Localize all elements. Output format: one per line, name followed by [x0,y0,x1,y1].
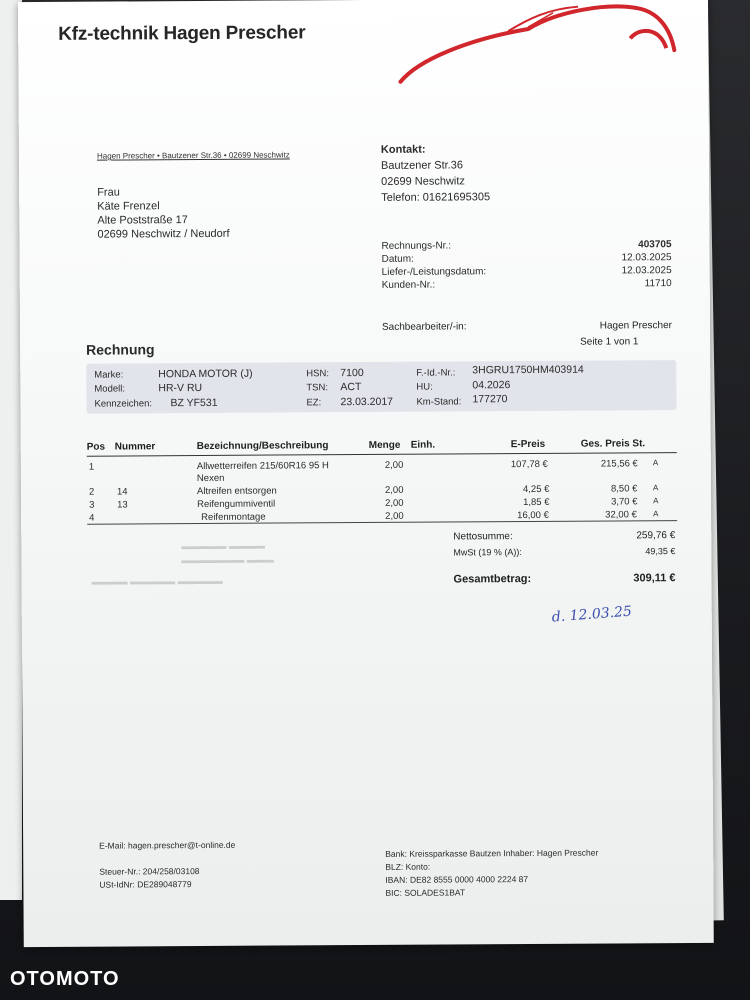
contact-block [381,141,490,206]
footer-left [99,839,236,892]
otomoto-watermark: OTOMOTO [10,968,120,990]
invoice-date: 12.03.2025 [621,252,672,264]
row-description: Allwetterreifen 215/60R16 95 H [196,460,329,473]
contact-phone: Telefon: 01621695305 [381,191,491,204]
vehicle-label: Marke: [94,369,124,381]
table-row [87,483,677,498]
row-pos: 4 [89,512,95,524]
items-table-header [87,438,677,457]
grand-total-value: 309,11 € [633,572,676,585]
vehicle-label: HSN: [306,368,330,380]
row-pos: 3 [89,499,95,511]
table-row [87,458,677,473]
grand-total-label: Gesamtbetrag: [453,572,532,586]
vat-value: 49,35 € [645,546,676,557]
vehicle-hsn: 7100 [340,367,364,380]
row-number: 13 [117,499,128,511]
vehicle-label: Modell: [94,383,126,395]
company-name: Kfz-technik Hagen Prescher [58,22,306,45]
row-description: Reifenmontage [201,511,266,523]
vehicle-label: HU: [416,381,433,393]
delivery-date: 12.03.2025 [621,265,672,277]
meta-row [382,277,672,292]
vehicle-vin: 3HGRU1750HM403914 [472,363,584,377]
col-header-pos: Pos [86,441,106,453]
row-tax-code: A [653,509,659,519]
recipient-line: Frau [97,186,120,199]
col-header-description: Bezeichnung/Beschreibung [196,440,329,453]
invoice-paper [18,0,714,947]
recipient-line: 02699 Neschwitz / Neudorf [97,227,230,241]
recipient-line: Alte Poststraße 17 [97,214,188,227]
vehicle-label: Km-Stand: [416,396,462,408]
sender-line: Hagen Prescher • Bautzener Str.36 • 02699 Neschwitz [96,150,290,161]
customer-number: 11710 [644,278,672,290]
page-indicator: Seite 1 von 1 [580,336,639,348]
row-description: Reifengummiventil [197,498,276,511]
row-total: 8,50 € [610,483,638,495]
table-divider [87,520,677,525]
row-unit-price: 16,00 € [517,509,549,522]
vat-row [453,546,676,558]
row-unit-price: 107,78 € [510,458,548,471]
footer-iban: IBAN: DE82 8555 0000 4000 2224 87 [385,874,529,885]
vehicle-plate: BZ YF531 [170,396,218,410]
vehicle-mileage: 177270 [472,393,508,406]
grand-total-row [453,572,676,586]
row-unit-price: 4,25 € [522,483,550,496]
row-quantity: 2,00 [384,484,404,496]
vehicle-label: Kennzeichen: [94,398,153,410]
footer-email: E-Mail: hagen.prescher@t-online.de [99,839,236,851]
vehicle-model: HR-V RU [158,381,203,395]
document-title: Rechnung [86,341,155,358]
clerk-row [382,320,672,333]
vehicle-info-box [86,360,676,414]
col-header-unit-price: E-Preis [510,438,546,451]
meta-label: Datum: [381,253,414,265]
row-number: 14 [116,486,128,498]
row-tax-code: A [652,458,659,468]
meta-label: Liefer-/Leistungsdatum: [381,266,487,278]
vehicle-make: HONDA MOTOR (J) [158,367,253,381]
vehicle-label: EZ: [306,397,322,409]
handwritten-date-signature: d. 12.03.25 [551,603,633,626]
row-total: 32,00 € [605,509,637,521]
row-quantity: 2,00 [384,459,404,471]
row-quantity: 2,00 [385,497,404,509]
meta-row [382,264,672,279]
footer-right [385,847,598,900]
row-tax-code: A [652,483,659,493]
footer-vat-id: USt-IdNr: DE289048779 [99,879,192,890]
footer-bank: Bank: Kreissparkasse Bautzen Inhaber: Hagen Prescher [385,847,599,859]
show-through-text: ▬▬▬▬ ▬▬▬▬▬ ▬▬▬▬▬ [91,575,223,587]
vehicle-first-registration: 23.03.2017 [340,395,394,409]
meta-label: Rechnungs-Nr.: [381,240,452,252]
meta-label: Kunden-Nr.: [381,279,436,291]
row-unit-price: 1,85 € [523,496,550,509]
row-total: 215,56 € [600,458,638,470]
footer-tax-number: Steuer-Nr.: 204/258/03108 [99,866,200,877]
footer-bic: BIC: SOLADES1BAT [385,887,466,898]
row-quantity: 2,00 [385,510,404,522]
col-header-quantity: Menge [368,439,401,451]
invoice-meta [381,238,671,292]
recipient-address [97,185,229,242]
clerk-label: Sachbearbeiter/-in: [381,321,467,333]
clerk-name: Hagen Prescher [599,320,673,332]
row-pos: 1 [88,461,95,473]
footer-blz: BLZ: Konto: [385,861,431,872]
footer-spacer [99,852,235,866]
show-through-text: ▬▬▬▬▬ ▬▬▬▬ [181,540,265,552]
net-total-value: 259,76 € [636,530,676,542]
car-logo-icon [378,0,679,90]
contact-street: Bautzener Str.36 [380,159,464,172]
col-header-number: Nummer [114,441,156,453]
vehicle-tsn: ACT [340,381,362,394]
col-header-unit: Einh. [410,439,436,451]
table-row [87,470,677,485]
show-through-text: ▬▬▬▬▬▬▬ ▬▬▬ [181,554,274,566]
row-total: 3,70 € [611,496,638,508]
net-total-row [453,530,676,543]
col-header-total: Ges. Preis St. [580,438,646,450]
table-row [87,496,677,511]
vehicle-label: F.-Id.-Nr.: [416,367,456,379]
net-total-label: Nettosumme: [453,531,513,543]
contact-label: Kontakt: [380,143,426,156]
row-description: Altreifen entsorgen [196,485,277,498]
table-row [87,509,677,524]
row-description: Nexen [196,472,225,485]
invoice-number: 403705 [638,239,672,251]
vat-label: MwSt (19 % (A)): [453,547,522,558]
row-tax-code: A [653,496,659,506]
row-pos: 2 [88,486,95,498]
contact-city: 02699 Neschwitz [381,175,465,188]
vehicle-inspection: 04.2026 [472,379,511,392]
recipient-line: Käte Frenzel [97,200,160,213]
vehicle-label: TSN: [306,382,329,394]
